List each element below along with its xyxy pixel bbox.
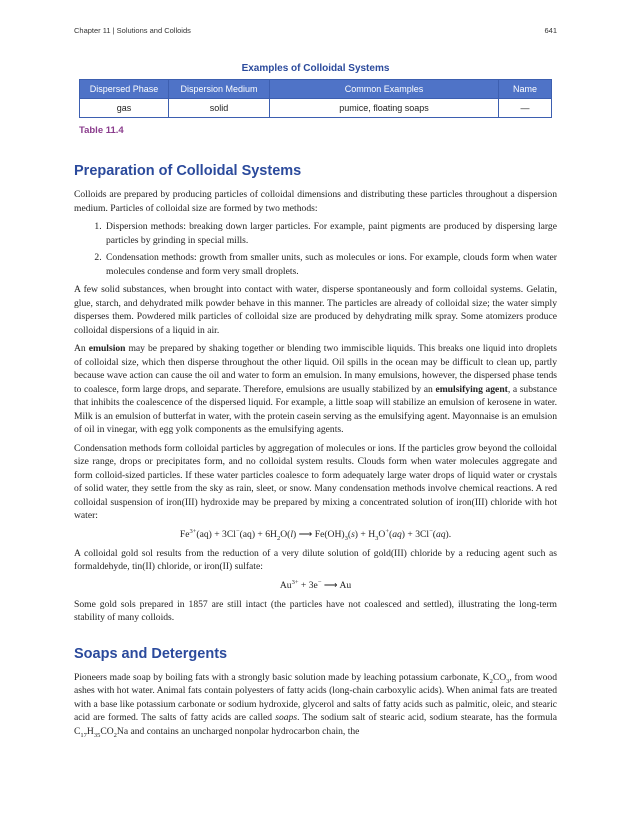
main-content — [74, 162, 557, 743]
text-run: , from wood ashes with hot water. Animal fats contain polyesters of fatty acids (long-chain carboxylic acids). When animal fats are treated with a base like potassium carbonate or sodium hydroxide, glycerol and salts of fatty acids such as palmitic, oleic, and stearic acid are formed. The salts of fatty acids are called — [74, 671, 557, 723]
text-run: CO — [100, 725, 114, 737]
column-header-common-examples: Common Examples — [270, 80, 499, 99]
column-header-dispersed-phase: Dispersed Phase — [80, 80, 169, 99]
page-number: 641 — [544, 26, 557, 35]
list-item: 1. Dispersion methods: breaking down larger particles. For example, paint pigments are produced by dispersing large particles by grinding in special mills. — [104, 220, 557, 247]
key-term: soaps — [275, 712, 298, 723]
paragraph: Some gold sols prepared in 1857 are still intact (the particles have not coalesced and settled), illustrating the long-term stability of many colloids. — [74, 598, 557, 623]
table-caption: Examples of Colloidal Systems — [241, 63, 390, 74]
text-run: Pioneers made soap by boiling fats with a strongly basic solution made by leaching potassium carbonate, K — [74, 671, 490, 683]
running-header-chapter: Chapter 11 | Solutions and Colloids — [74, 26, 191, 35]
text-run: H — [86, 725, 94, 737]
equation-iron-hydroxide: $Fe^{3+}(aq) + 3Cl^-(aq) + 6H_2O(l)$ ⟶ $Fe(OH)_3(s) + H_3O^+(aq) + 3Cl^-(aq)$. — [179, 527, 452, 542]
equation-gold: $Au^{3+} + 3e^-$ ⟶ Au — [279, 578, 352, 591]
text-run: CO — [492, 671, 507, 683]
section-heading-soaps: Soaps and Detergents — [74, 645, 228, 662]
table-row — [80, 99, 552, 118]
table-cell: solid — [169, 99, 270, 118]
paragraph: Pioneers made soap by boiling fats with a strongly basic solution made by leaching potassium carbonate, $K_2CO_3$, from wood ashes with hot water. Animal fats contain polyesters of fatty acids (long-chain carboxylic acids). When animal fats are treated with a base like potassium carbonate or sodium hydroxide, glycerol and salts of fatty acids such as palmitic, oleic, and stearic acid are formed. The salts of fatty acids are called soaps. The sodium salt of stearic acid, sodium stearate, has the formula $C_{17}H_{35}CO_2Na$ and contains an uncharged nonpolar hydrocarbon chain, the — [74, 671, 557, 739]
table-label: Table 11.4 — [79, 125, 124, 136]
list-item: 2. Condensation methods: growth from smaller units, such as molecules or ions. For example, clouds form when water molecules condense and form very small droplets. — [104, 251, 557, 278]
section-heading-preparation: Preparation of Colloidal Systems — [74, 163, 302, 179]
text-run: , a substance that inhibits the coalescence of the dispersed liquid. For example, a little soap will stabilize an emulsion of kerosene in water. Milk is an emulsion of butterfat in water, with the protein casein serving as the emulsifying agent. Mayonnaise is an emulsion of oil in vinegar, with egg yolk components as the emulsifying agents. — [74, 383, 557, 435]
colloid-table — [79, 79, 552, 118]
column-header-dispersion-medium: Dispersion Medium — [169, 80, 270, 99]
text-run: An — [74, 343, 89, 354]
text-run: may be prepared by shaking together or blending two immiscible liquids. This breaks one liquid into droplets of colloidal size, which then disperse throughout the other liquid. Oil spills in the ocean may be difficult to clean up, partly because wave action can cause the oil and water to form an emulsion. In many emulsions, however, the dispersed phase tends to coalesce, form large drops, and separate. Therefore, emulsions are usually stabilized by an — [74, 343, 558, 395]
table-cell: pumice, floating soaps — [270, 99, 499, 118]
paragraph: Condensation methods form colloidal particles by aggregation of molecules or ions. If the particles grow beyond the colloidal size range, drops or precipitates form, and no colloidal system results. Clouds form when water molecules aggregate and form colloid-sized particles. If these water particles coalesce to form adequately large water drops of liquid water or crystals of solid water, they settle from the sky as rain, sleet, or snow. Many condensation methods involve chemical reactions. A red colloidal suspension of iron(III) hydroxide may be prepared by mixing a concentrated solution of iron(III) chloride with hot water: — [74, 442, 557, 521]
column-header-name: Name — [499, 80, 552, 99]
table-header-row — [80, 80, 552, 99]
paragraph: Colloids are prepared by producing particles of colloidal dimensions and distributing these particles throughout a dispersion medium. Particles of colloidal size are formed by two methods: — [74, 189, 557, 214]
methods-list — [74, 220, 557, 278]
paragraph — [74, 342, 557, 437]
key-term: emulsifying agent — [435, 383, 508, 395]
table-cell: — — [499, 99, 552, 118]
table-cell: gas — [80, 99, 169, 118]
text-run: . The sodium salt of stearic acid, sodium stearate, has the formula C — [74, 712, 557, 737]
key-term: emulsion — [88, 343, 126, 354]
text-run: Na and contains an uncharged nonpolar hydrocarbon chain, the — [116, 725, 360, 737]
paragraph: A few solid substances, when brought into contact with water, disperse spontaneously and form colloidal systems. Gelatin, glue, starch, and dehydrated milk powder behave in this manner. The particles are already of colloidal size; the water simply disperses them. Powdered milk particles of colloidal size are produced by dehydrating milk spray. Some atomizers produce colloidal dispersions of a liquid in air. — [74, 284, 557, 336]
paragraph: A colloidal gold sol results from the reduction of a very dilute solution of gold(III) chloride by a reducing agent such as formaldehyde, tin(II) chloride, or iron(II) sulfate: — [74, 547, 557, 572]
